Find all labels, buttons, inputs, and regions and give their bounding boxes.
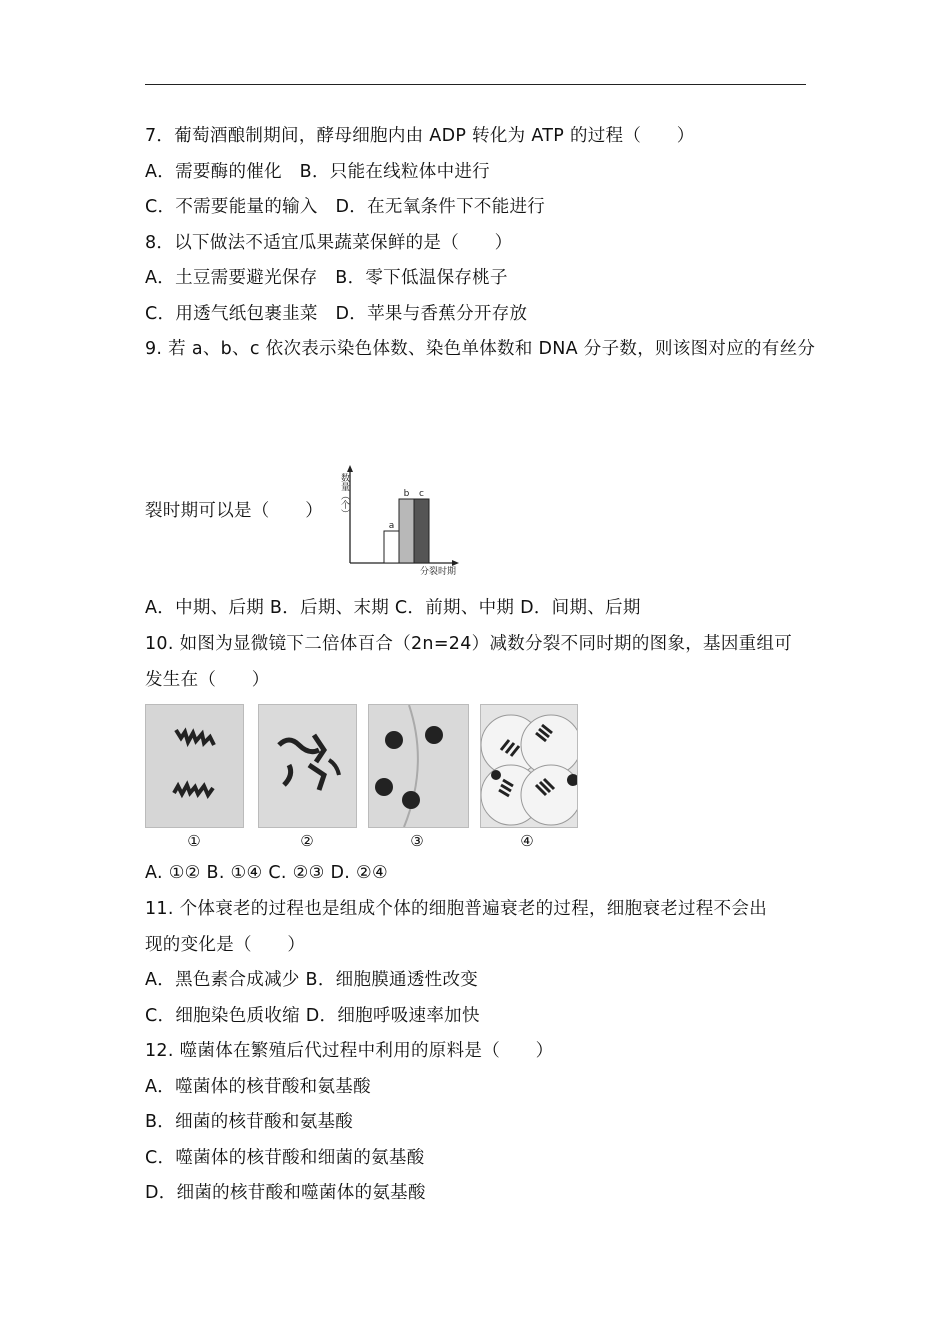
micrograph-4-label: ④ — [520, 832, 534, 850]
q12-option-d: D．细菌的核苷酸和噬菌体的氨基酸 — [145, 1183, 426, 1203]
q10-options: A. ①② B. ①④ C. ②③ D. ②④ — [145, 863, 388, 883]
q7-stem: 7．葡萄酒酿制期间，酵母细胞内由 ADP 转化为 ATP 的过程（ ） — [145, 126, 695, 146]
micrograph-3 — [368, 704, 469, 828]
micrograph-1-label: ① — [187, 832, 201, 850]
micrograph-4 — [480, 704, 578, 828]
q10-stem: 10. 如图为显微镜下二倍体百合（2n=24）减数分裂不同时期的图象，基因重组可 — [145, 634, 793, 654]
micrograph-1 — [145, 704, 244, 828]
micrograph-2-label: ② — [300, 832, 314, 850]
q12-option-c: C．噬菌体的核苷酸和细菌的氨基酸 — [145, 1148, 425, 1168]
q8-stem: 8．以下做法不适宜瓜果蔬菜保鲜的是（ ） — [145, 233, 513, 253]
bar-label-a: a — [388, 521, 395, 531]
q12-option-a: A．噬菌体的核苷酸和氨基酸 — [145, 1077, 371, 1097]
q7-options-ab: A．需要酶的催化 B．只能在线粒体中进行 — [145, 162, 490, 182]
bar-label-b: b — [403, 489, 410, 499]
bar-b — [399, 499, 414, 563]
micrograph-3-label: ③ — [410, 832, 424, 850]
q9-bar-chart — [334, 463, 459, 578]
q9-options: A．中期、后期 B．后期、末期 C．前期、中期 D．间期、后期 — [145, 598, 641, 618]
bar-c — [414, 499, 429, 563]
q8-options-ab: A．土豆需要避光保存 B．零下低温保存桃子 — [145, 268, 508, 288]
q11-options-cd: C．细胞染色质收缩 D．细胞呼吸速率加快 — [145, 1006, 480, 1026]
y-axis-label: 数量（个） — [339, 473, 349, 518]
header-rule — [145, 84, 806, 85]
q11-options-ab: A．黑色素合成减少 B．细胞膜通透性改变 — [145, 970, 479, 990]
q12-stem: 12. 噬菌体在繁殖后代过程中利用的原料是（ ） — [145, 1041, 554, 1061]
micrograph-2 — [258, 704, 357, 828]
q9-stem-cont: 裂时期可以是（ ） — [145, 501, 323, 521]
x-axis-label: 分裂时期 — [419, 567, 456, 577]
q11-stem-cont: 现的变化是（ ） — [145, 935, 306, 955]
q8-options-cd: C．用透气纸包裹韭菜 D．苹果与香蕉分开存放 — [145, 304, 528, 324]
q7-options-cd: C．不需要能量的输入 D．在无氧条件下不能进行 — [145, 197, 546, 217]
bar-a — [384, 531, 399, 563]
q10-stem-cont: 发生在（ ） — [145, 670, 270, 690]
q9-stem: 9. 若 a、b、c 依次表示染色体数、染色单体数和 DNA 分子数，则该图对应的有丝分 — [145, 339, 816, 359]
q12-option-b: B．细菌的核苷酸和氨基酸 — [145, 1112, 354, 1132]
q11-stem: 11. 个体衰老的过程也是组成个体的细胞普遍衰老的过程，细胞衰老过程不会出 — [145, 899, 767, 919]
bar-label-c: c — [419, 489, 424, 499]
